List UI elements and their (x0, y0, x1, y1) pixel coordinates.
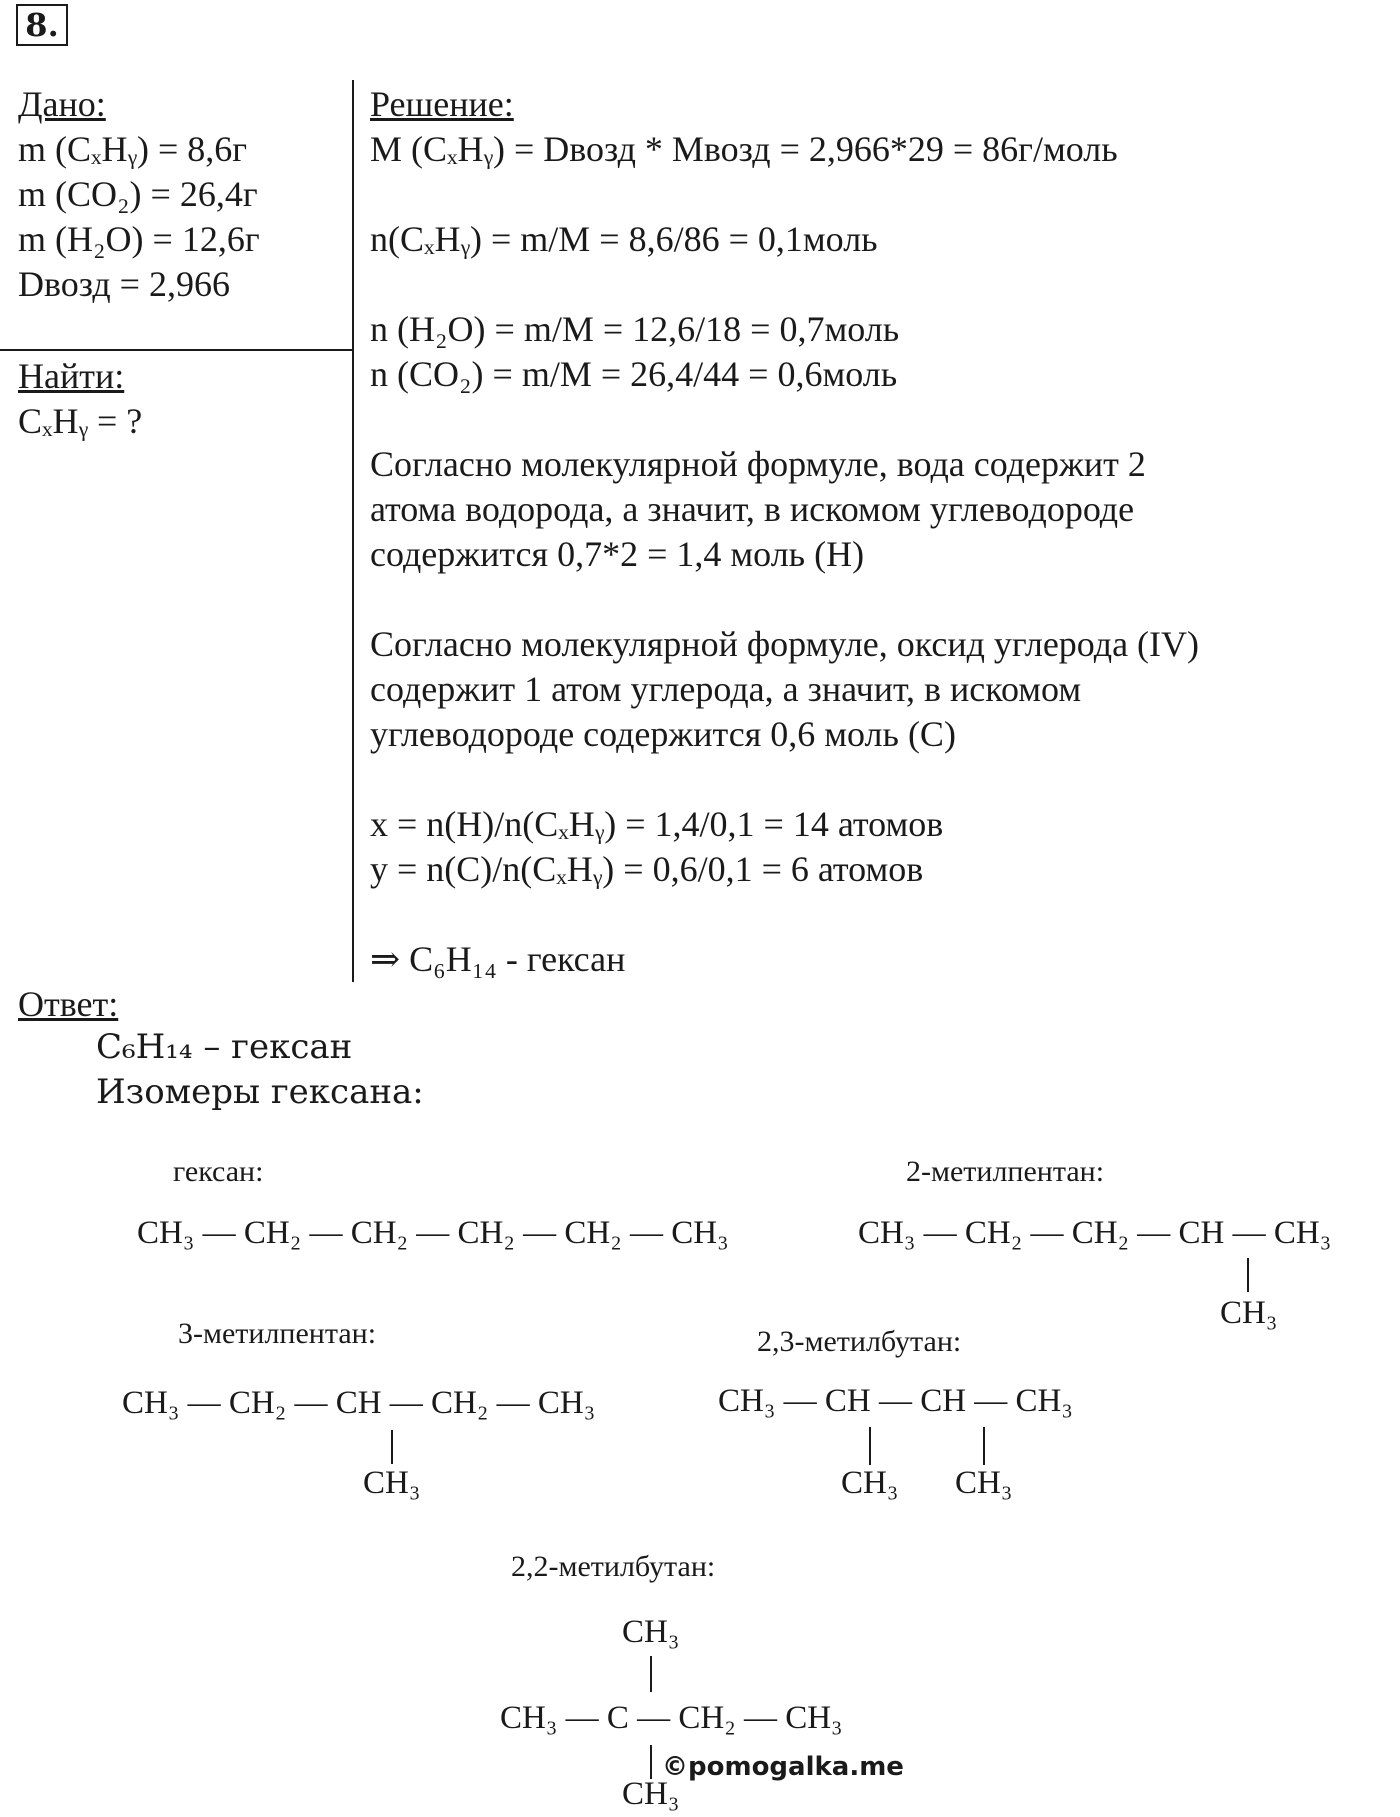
solution-x-line: x = n(H)/n(CₓHᵧ) = 1,4/0,1 = 14 атомов (370, 804, 944, 844)
isomer-2-2-methylbutane-bond-bottom (650, 1745, 652, 1779)
solution-n-water: n (H₂O) = m/M = 12,6/18 = 0,7моль (370, 309, 900, 349)
given-line-density: Dвозд = 2,966 (18, 264, 230, 304)
isomer-2-methylpentane-branch: CH₃ (1220, 1295, 1278, 1331)
find-line: CₓHᵧ = ? (18, 401, 143, 441)
isomer-2-methylpentane-label: 2-метилпентан: (906, 1155, 1105, 1188)
solution-n-hydrocarbon: n(CₓHᵧ) = m/M = 8,6/86 = 0,1моль (370, 219, 878, 259)
answer-isomers-title: Изомеры гексана: (96, 1072, 424, 1112)
watermark: ©pomogalka.me (662, 1752, 904, 1782)
isomer-hexane-chain: CH₃ — CH₂ — CH₂ — CH₂ — CH₂ — CH₃ (137, 1215, 729, 1251)
solution-divider (352, 80, 354, 982)
answer-formula: C₆H₁₄ – гексан (96, 1027, 353, 1067)
isomer-2-3-methylbutane-bond-2 (983, 1427, 985, 1465)
isomer-3-methylpentane-branch: CH₃ (363, 1465, 421, 1501)
solution-n-co2: n (CO₂) = m/M = 26,4/44 = 0,6моль (370, 354, 898, 394)
solution-carbon-line-1: Согласно молекулярной формуле, оксид углерода (IV) (370, 624, 1200, 664)
isomer-2-3-methylbutane-chain: CH₃ — CH — CH — CH₃ (718, 1383, 1073, 1419)
isomer-2-2-methylbutane-top: CH₃ (622, 1614, 680, 1650)
given-divider (0, 349, 353, 351)
problem-number: 8. (16, 4, 68, 46)
find-title: Найти: (18, 356, 125, 396)
solution-molar-mass: M (CₓHᵧ) = Dвозд * Mвозд = 2,966*29 = 86г/моль (370, 129, 1118, 169)
isomer-2-methylpentane-chain: CH₃ — CH₂ — CH₂ — CH — CH₃ (858, 1215, 1332, 1251)
given-line-mass-co2: m (CO₂) = 26,4г (18, 174, 258, 214)
isomer-2-2-methylbutane-bottom: CH₃ (622, 1776, 680, 1812)
solution-carbon-line-3: углеводороде содержится 0,6 моль (C) (370, 714, 956, 754)
solution-carbon-line-2: содержит 1 атом углерода, а значит, в искомом (370, 669, 1082, 709)
isomer-2-methylpentane-bond (1247, 1258, 1249, 1292)
isomer-2-3-methylbutane-bond-1 (869, 1427, 871, 1465)
isomer-hexane-label: гексан: (173, 1155, 264, 1188)
solution-hydrogen-line-1: Согласно молекулярной формуле, вода содержит 2 (370, 444, 1146, 484)
isomer-2-2-methylbutane-label: 2,2-метилбутан: (511, 1550, 716, 1583)
given-section (18, 82, 260, 307)
solution-y-line: y = n(C)/n(CₓHᵧ) = 0,6/0,1 = 6 атомов (370, 849, 924, 889)
isomer-2-3-methylbutane-branch-2: CH₃ (955, 1465, 1013, 1501)
solution-hydrogen-line-2: атома водорода, а значит, в искомом углеводороде (370, 489, 1135, 529)
solution-hydrogen-line-3: содержится 0,7*2 = 1,4 моль (H) (370, 534, 865, 574)
given-title: Дано: (18, 84, 106, 124)
given-line-mass-water: m (H₂O) = 12,6г (18, 219, 260, 259)
given-line-mass-hydrocarbon: m (CₓHᵧ) = 8,6г (18, 129, 248, 169)
solution-conclusion: ⇒ C₆H₁₄ - гексан (370, 939, 626, 979)
isomer-3-methylpentane-chain: CH₃ — CH₂ — CH — CH₂ — CH₃ (122, 1385, 596, 1421)
isomer-2-3-methylbutane-branch-1: CH₃ (841, 1465, 899, 1501)
isomer-2-2-methylbutane-bond-top (650, 1656, 652, 1692)
find-section (18, 354, 142, 444)
isomer-2-2-methylbutane-chain: CH₃ — C — CH₂ — CH₃ (500, 1700, 843, 1736)
answer-title: Ответ: (18, 984, 119, 1024)
solution-title: Решение: (370, 84, 514, 124)
isomer-3-methylpentane-label: 3-метилпентан: (178, 1317, 377, 1350)
isomer-2-3-methylbutane-label: 2,3-метилбутан: (757, 1325, 962, 1358)
isomer-3-methylpentane-bond (391, 1430, 393, 1464)
